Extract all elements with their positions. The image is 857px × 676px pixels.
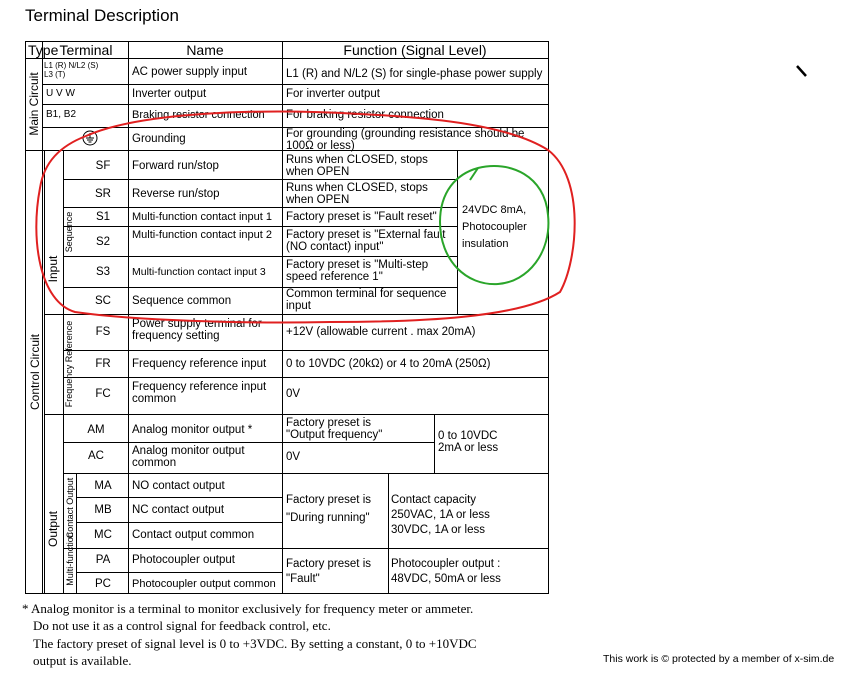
function-s3-2: speed reference 1"	[286, 271, 383, 283]
name-grounding: Grounding	[132, 133, 186, 145]
terminal-b1-b2: B1, B2	[46, 109, 77, 120]
function-s2-1: Factory preset is "External fault	[286, 229, 446, 241]
header-type: Type	[28, 42, 59, 58]
footnote-line-2: Do not use it as a control signal for feedback control, etc.	[33, 618, 331, 633]
group-multi-function: Multi-function	[65, 532, 75, 586]
function-ac-power: L1 (R) and N/L2 (S) for single-phase power supply	[286, 68, 543, 80]
function-am-1: Factory preset is	[286, 417, 371, 429]
terminal-fr: FR	[95, 358, 111, 370]
name-fs-1: Power supply terminal for	[132, 318, 262, 330]
terminal-l1-l2: L1 (R) N/L2 (S)	[44, 61, 99, 70]
function-sr-1: Runs when CLOSED, stops	[286, 182, 428, 194]
function-s1: Factory preset is "Fault reset"	[286, 211, 437, 223]
function-braking-resistor: For braking resistor connection	[286, 109, 444, 121]
function-s2-2: (NO contact) input"	[286, 241, 384, 253]
name-sc: Sequence common	[132, 295, 232, 307]
function-sc-1: Common terminal for sequence	[286, 288, 447, 300]
terminal-fs: FS	[95, 326, 111, 338]
header-terminal: Terminal	[59, 42, 113, 58]
group-frequency-reference: Frequency Reference	[64, 320, 74, 408]
group-sequence: Sequence	[64, 211, 74, 253]
name-ac-2: common	[132, 457, 177, 469]
name-am: Analog monitor output *	[132, 424, 253, 436]
function-ac: 0V	[286, 451, 301, 463]
name-fc-1: Frequency reference input	[132, 381, 267, 393]
terminal-s3: S3	[95, 266, 111, 278]
terminal-sf: SF	[95, 160, 111, 172]
name-pa: Photocoupler output	[132, 554, 235, 566]
group-output: Output	[46, 510, 60, 548]
group-control-circuit: Control Circuit	[28, 333, 42, 411]
contact-function-1: Factory preset is	[286, 494, 371, 506]
name-s1: Multi-function contact input 1	[132, 211, 273, 223]
name-inverter-output: Inverter output	[132, 88, 207, 100]
function-am-2: "Output frequency"	[286, 429, 383, 441]
page-title: Terminal Description	[25, 6, 179, 25]
photo-function-2: "Fault"	[286, 573, 320, 585]
sequence-level-2: Photocoupler	[462, 221, 527, 233]
footnote-line-1: * Analog monitor is a terminal to monitor exclusively for frequency meter or ammeter.	[22, 601, 474, 616]
name-mc: Contact output common	[132, 529, 255, 541]
function-sf-2: when OPEN	[286, 166, 350, 178]
terminal-sr: SR	[95, 188, 111, 200]
terminal-s2: S2	[95, 236, 111, 248]
terminal-s1: S1	[95, 211, 111, 223]
name-s2: Multi-function contact input 2	[132, 229, 273, 241]
function-sr-2: when OPEN	[286, 194, 350, 206]
terminal-ac: AC	[88, 450, 104, 462]
copyright-credit: This work is © protected by a member of x-sim.de	[603, 653, 835, 665]
name-ma: NO contact output	[132, 480, 225, 492]
name-braking-resistor: Braking resistor connection	[132, 109, 265, 121]
red-circle-mark	[36, 112, 574, 323]
terminal-mb: MB	[94, 504, 112, 516]
terminal-am: AM	[87, 424, 105, 436]
photo-level-2: 48VDC, 50mA or less	[391, 573, 501, 585]
function-fr: 0 to 10VDC (20kΩ) or 4 to 20mA (250Ω)	[286, 358, 491, 370]
analog-level-2: 2mA or less	[438, 442, 499, 454]
function-fc: 0V	[286, 388, 301, 400]
sequence-level-3: insulation	[462, 238, 509, 250]
group-input: Input	[46, 255, 60, 283]
function-inverter-output: For inverter output	[286, 88, 380, 100]
group-main-circuit: Main Circuit	[27, 72, 41, 136]
function-fs: +12V (allowable current . max 20mA)	[286, 326, 476, 338]
pen-stroke-mark	[797, 66, 806, 76]
group-contact-output: Contact Output	[65, 477, 75, 539]
footnote-line-4: output is available.	[33, 653, 132, 668]
name-s3: Multi-function contact input 3	[132, 266, 266, 278]
terminal-mc: MC	[94, 529, 112, 541]
name-fs-2: frequency setting	[132, 330, 220, 342]
name-sf: Forward run/stop	[132, 160, 219, 172]
name-pc: Photocoupler output common	[132, 578, 276, 590]
name-mb: NC contact output	[132, 504, 225, 516]
function-grounding-2: 100Ω or less)	[286, 140, 355, 152]
name-ac-power: AC power supply input	[132, 66, 248, 78]
terminal-pa: PA	[95, 554, 111, 566]
green-circle-mark	[440, 166, 548, 284]
function-sf-1: Runs when CLOSED, stops	[286, 154, 428, 166]
footnote-line-3: The factory preset of signal level is 0 to +3VDC. By setting a constant, 0 to +10VDC	[33, 636, 477, 651]
terminal-ma: MA	[94, 480, 112, 492]
name-fr: Frequency reference input	[132, 358, 267, 370]
terminal-uvw: U V W	[46, 88, 75, 99]
terminal-l3: L3 (T)	[44, 70, 66, 79]
header-name: Name	[186, 42, 224, 58]
contact-level-2: 250VAC, 1A or less	[391, 509, 490, 521]
contact-level-3: 30VDC, 1A or less	[391, 524, 485, 536]
sequence-level-1: 24VDC 8mA,	[462, 204, 527, 216]
photo-function-1: Factory preset is	[286, 558, 371, 570]
name-ac-1: Analog monitor output	[132, 445, 245, 457]
contact-function-2: "During running"	[286, 512, 370, 524]
function-grounding-1: For grounding (grounding resistance should be	[286, 128, 525, 140]
terminal-fc: FC	[95, 388, 111, 400]
header-function: Function (Signal Level)	[343, 42, 487, 58]
terminal-pc: PC	[95, 578, 111, 590]
terminal-sc: SC	[95, 295, 111, 307]
name-fc-2: common	[132, 393, 177, 405]
function-s3-1: Factory preset is "Multi-step	[286, 259, 429, 271]
analog-level-1: 0 to 10VDC	[438, 430, 498, 442]
name-sr: Reverse run/stop	[132, 188, 220, 200]
photo-level-1: Photocoupler output :	[391, 558, 501, 570]
contact-level-1: Contact capacity	[391, 494, 477, 506]
function-sc-2: input	[286, 300, 311, 312]
